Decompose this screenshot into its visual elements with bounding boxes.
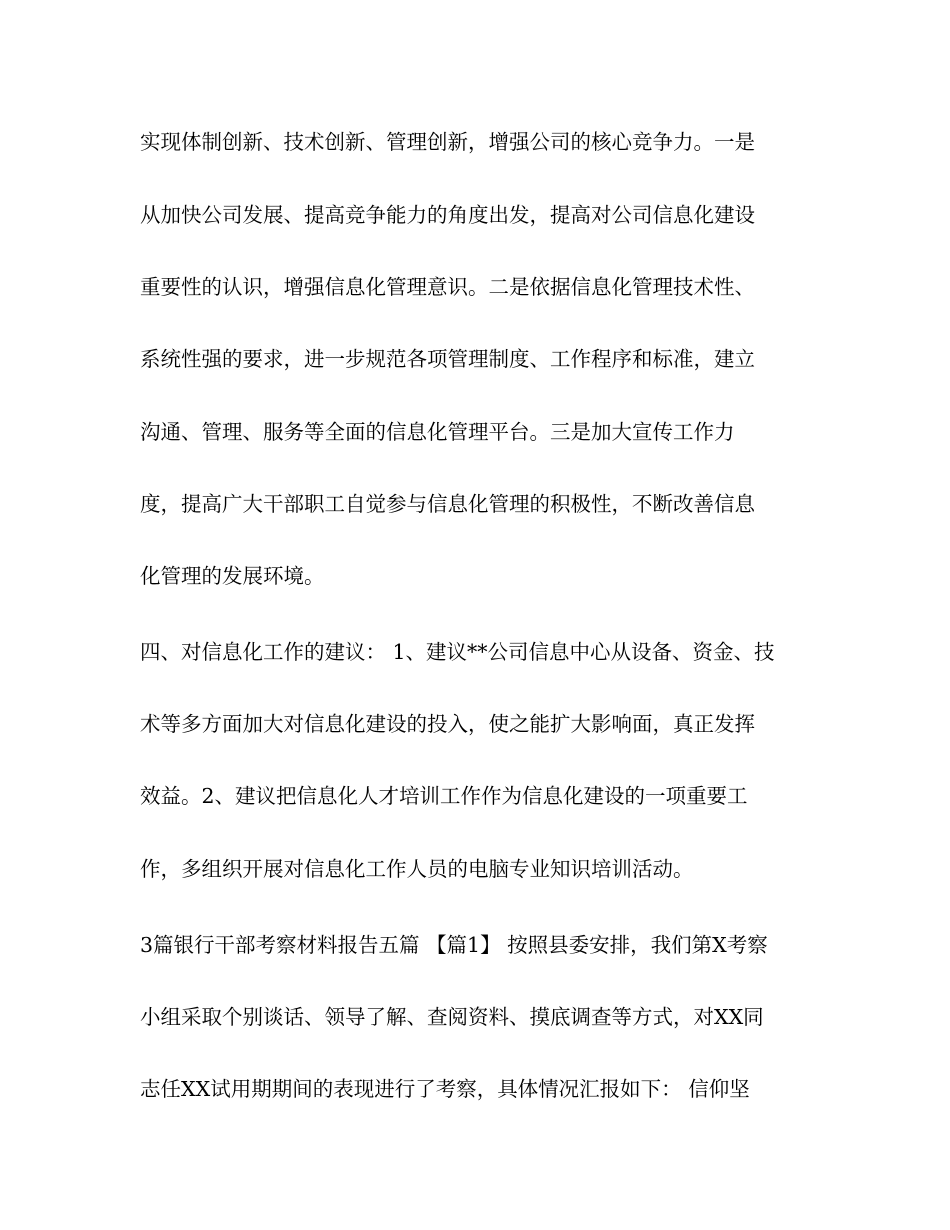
- text-line: 沟通、管理、服务等全面的信息化管理平台。三是加大宣传工作力: [140, 420, 735, 444]
- text-line: 系统性强的要求，进一步规范各项管理制度、工作程序和标准，建立: [140, 347, 755, 371]
- text-line: 重要性的认识，增强信息化管理意识。二是依据信息化管理技术性、: [140, 275, 755, 299]
- text-line: 作，多组织开展对信息化工作人员的电脑专业知识培训活动。: [140, 857, 694, 881]
- text-line: 度，提高广大干部职工自觉参与信息化管理的积极性，不断改善信息: [140, 492, 755, 516]
- text-line: 志任XX试用期期间的表现进行了考察，具体情况汇报如下： 信仰坚: [140, 1077, 750, 1101]
- text-line: 效益。2、建议把信息化人才培训工作作为信息化建设的一项重要工: [140, 784, 748, 808]
- text-line: 小组采取个别谈话、领导了解、查阅资料、摸底调查等方式，对XX同: [140, 1005, 764, 1029]
- text-line: 从加快公司发展、提高竞争能力的角度出发，提高对公司信息化建设: [140, 203, 755, 227]
- text-line: 术等多方面加大对信息化建设的投入，使之能扩大影响面，真正发挥: [140, 712, 755, 736]
- text-line: 实现体制创新、技术创新、管理创新，增强公司的核心竞争力。一是: [140, 130, 755, 154]
- text-line: 化管理的发展环境。: [140, 564, 325, 588]
- text-line: 3篇银行干部考察材料报告五篇 【篇1】 按照县委安排，我们第X考察: [140, 933, 768, 957]
- text-line: 四、对信息化工作的建议： 1、建议**公司信息中心从设备、资金、技: [140, 640, 775, 664]
